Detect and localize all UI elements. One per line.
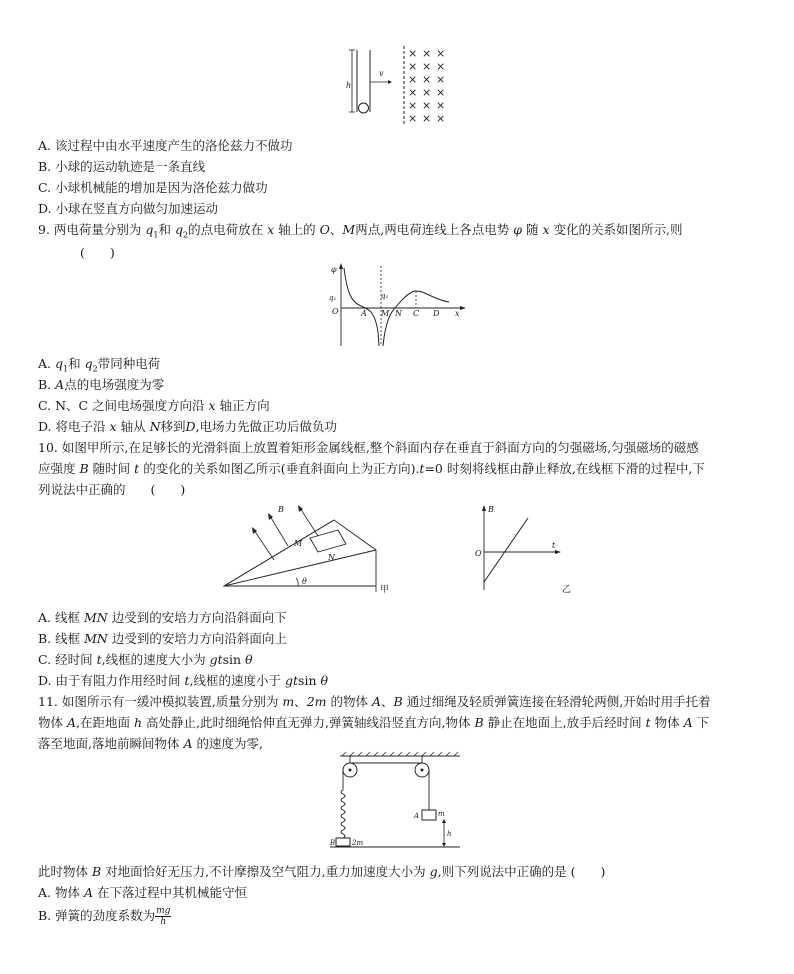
q9-answer-paren: ( ) bbox=[80, 245, 115, 260]
q10-fig-yi-t: t bbox=[552, 541, 556, 550]
q10-figure-jia bbox=[218, 500, 398, 600]
q8-option-a: A. 该过程中由水平速度产生的洛伦兹力不做功 bbox=[38, 138, 293, 153]
q9-fig-D: D bbox=[433, 309, 440, 318]
q11-option-a: A. 物体 A 在下落过程中其机械能守恒 bbox=[38, 885, 247, 900]
q11-figure bbox=[330, 752, 470, 850]
q9-fig-O: O bbox=[332, 307, 339, 316]
q10-option-b: B. 线框 MN 边受到的安培力方向沿斜面向上 bbox=[38, 631, 287, 646]
svg-text:×: × bbox=[436, 86, 446, 99]
q10-figure-yi bbox=[472, 502, 582, 598]
q10-fig-yi-O: O bbox=[475, 549, 482, 558]
svg-text:×: × bbox=[408, 99, 418, 112]
svg-text:×: × bbox=[422, 86, 432, 99]
q10-fig-B: B bbox=[278, 505, 284, 514]
fig8-field-crosses bbox=[408, 47, 445, 125]
q8-option-c: C. 小球机械能的增加是因为洛伦兹力做功 bbox=[38, 180, 268, 195]
q11-fig-B: B bbox=[330, 839, 336, 847]
svg-text:×: × bbox=[408, 73, 418, 86]
q10-fig-jia-label: 甲 bbox=[380, 585, 390, 595]
q8-option-d: D. 小球在竖直方向做匀加速运动 bbox=[38, 201, 219, 216]
svg-text:×: × bbox=[436, 73, 446, 86]
q9-option-d: D. 将电子沿 x 轴从 N移到D,电场力先做正功后做负功 bbox=[38, 419, 338, 434]
q9-fig-M: M bbox=[381, 309, 390, 318]
fig8-label-v: v bbox=[379, 69, 384, 78]
q9-fig-A: A bbox=[361, 309, 367, 318]
q10-fig-M: M bbox=[294, 539, 303, 548]
svg-text:×: × bbox=[408, 86, 418, 99]
svg-text:×: × bbox=[422, 112, 432, 125]
q9-fig-q1: q₁ bbox=[329, 294, 337, 302]
q10-stem-line2: 应强度 B 随时间 t 的变化的关系如图乙所示(垂直斜面向上为正方向).t=0 时刻将线框由静止释放,在线框下滑的过程中,下 bbox=[38, 461, 705, 476]
fig8-label-h: h bbox=[346, 81, 352, 90]
q11-fig-h: h bbox=[447, 830, 452, 838]
svg-text:×: × bbox=[408, 112, 418, 125]
q10-option-c: C. 经时间 t,线框的速度大小为 gtsin θ bbox=[38, 652, 253, 667]
q9-fig-N: N bbox=[395, 309, 402, 318]
q8-figure bbox=[340, 42, 460, 132]
q10-fig-theta: θ bbox=[302, 577, 307, 586]
q11-fig-2m: 2m bbox=[352, 839, 364, 847]
q10-fig-yi-label: 乙 bbox=[562, 585, 572, 595]
svg-text:×: × bbox=[436, 60, 446, 73]
q10-fig-N: N bbox=[328, 553, 335, 562]
svg-text:×: × bbox=[422, 47, 432, 60]
q11-fig-A: A bbox=[414, 812, 420, 820]
q9-fig-x: x bbox=[455, 309, 460, 318]
q11-option-b: B. 弹簧的劲度系数为 $\frac{mg}{h}$ bbox=[38, 906, 171, 927]
q11-stem-line3: 落至地面,落地前瞬间物体 A 的速度为零, bbox=[38, 736, 263, 751]
svg-text:×: × bbox=[436, 112, 446, 125]
q9-option-a: A. $q_1$和 $q_2$带同种电荷 bbox=[38, 356, 161, 374]
q10-fig-yi-B: B bbox=[488, 505, 494, 514]
svg-text:×: × bbox=[422, 73, 432, 86]
q11-option-b-fraction: $\frac{mg}{h}$ bbox=[156, 906, 171, 927]
q9-figure bbox=[323, 262, 473, 348]
q10-stem-line1: 10. 如图甲所示,在足够长的光滑斜面上放置着矩形金属线框,整个斜面内存在垂直于斜面方向的匀强磁场,匀强磁场的磁感 bbox=[38, 440, 699, 455]
q10-option-a: A. 线框 MN 边受到的安培力方向沿斜面向下 bbox=[38, 610, 287, 625]
q9-fig-phi: φ bbox=[331, 265, 337, 274]
svg-text:×: × bbox=[422, 99, 432, 112]
q11-fig-m: m bbox=[438, 810, 445, 818]
q9-fig-C: C bbox=[413, 309, 420, 318]
q11-stem-line1: 11. 如图所示有一缓冲模拟装置,质量分别为 m、2m 的物体 A、B 通过细绳及轻质弹簧连接在轻滑轮两侧,开始时用手托着 bbox=[38, 694, 711, 709]
svg-text:×: × bbox=[408, 60, 418, 73]
q10-stem-line3: 列说法中正确的 ( ) bbox=[38, 482, 186, 497]
q10-option-d: D. 由于有阻力作用经时间 t,线框的速度小于 gtsin θ bbox=[38, 673, 329, 688]
q8-option-b: B. 小球的运动轨迹是一条直线 bbox=[38, 159, 206, 174]
svg-text:×: × bbox=[408, 47, 418, 60]
svg-text:×: × bbox=[422, 60, 432, 73]
q9-fig-q2: q₂ bbox=[381, 292, 389, 300]
q9-option-b: B. A点的电场强度为零 bbox=[38, 377, 165, 392]
q11-stem-line4: 此时物体 B 对地面恰好无压力,不计摩擦及空气阻力,重力加速度大小为 g,则下列说法中正确的是 ( ) bbox=[38, 864, 606, 879]
q9-option-c: C. N、C 之间电场强度方向沿 x 轴正方向 bbox=[38, 398, 270, 413]
q9-stem: 9. 两电荷量分别为 $q_1$和 $q_2$的点电荷放在 x 轴上的 O、M两点,两电荷连线上各点电势 φ 随 x 变化的关系如图所示,则 bbox=[38, 222, 683, 240]
q11-stem-line2: 物体 A,在距地面 h 高处静止,此时细绳恰伸直无弹力,弹簧轴线沿竖直方向,物体 B 静止在地面上,放手后经时间 t 物体 A 下 bbox=[38, 715, 710, 730]
svg-text:×: × bbox=[436, 99, 446, 112]
svg-text:×: × bbox=[436, 47, 446, 60]
